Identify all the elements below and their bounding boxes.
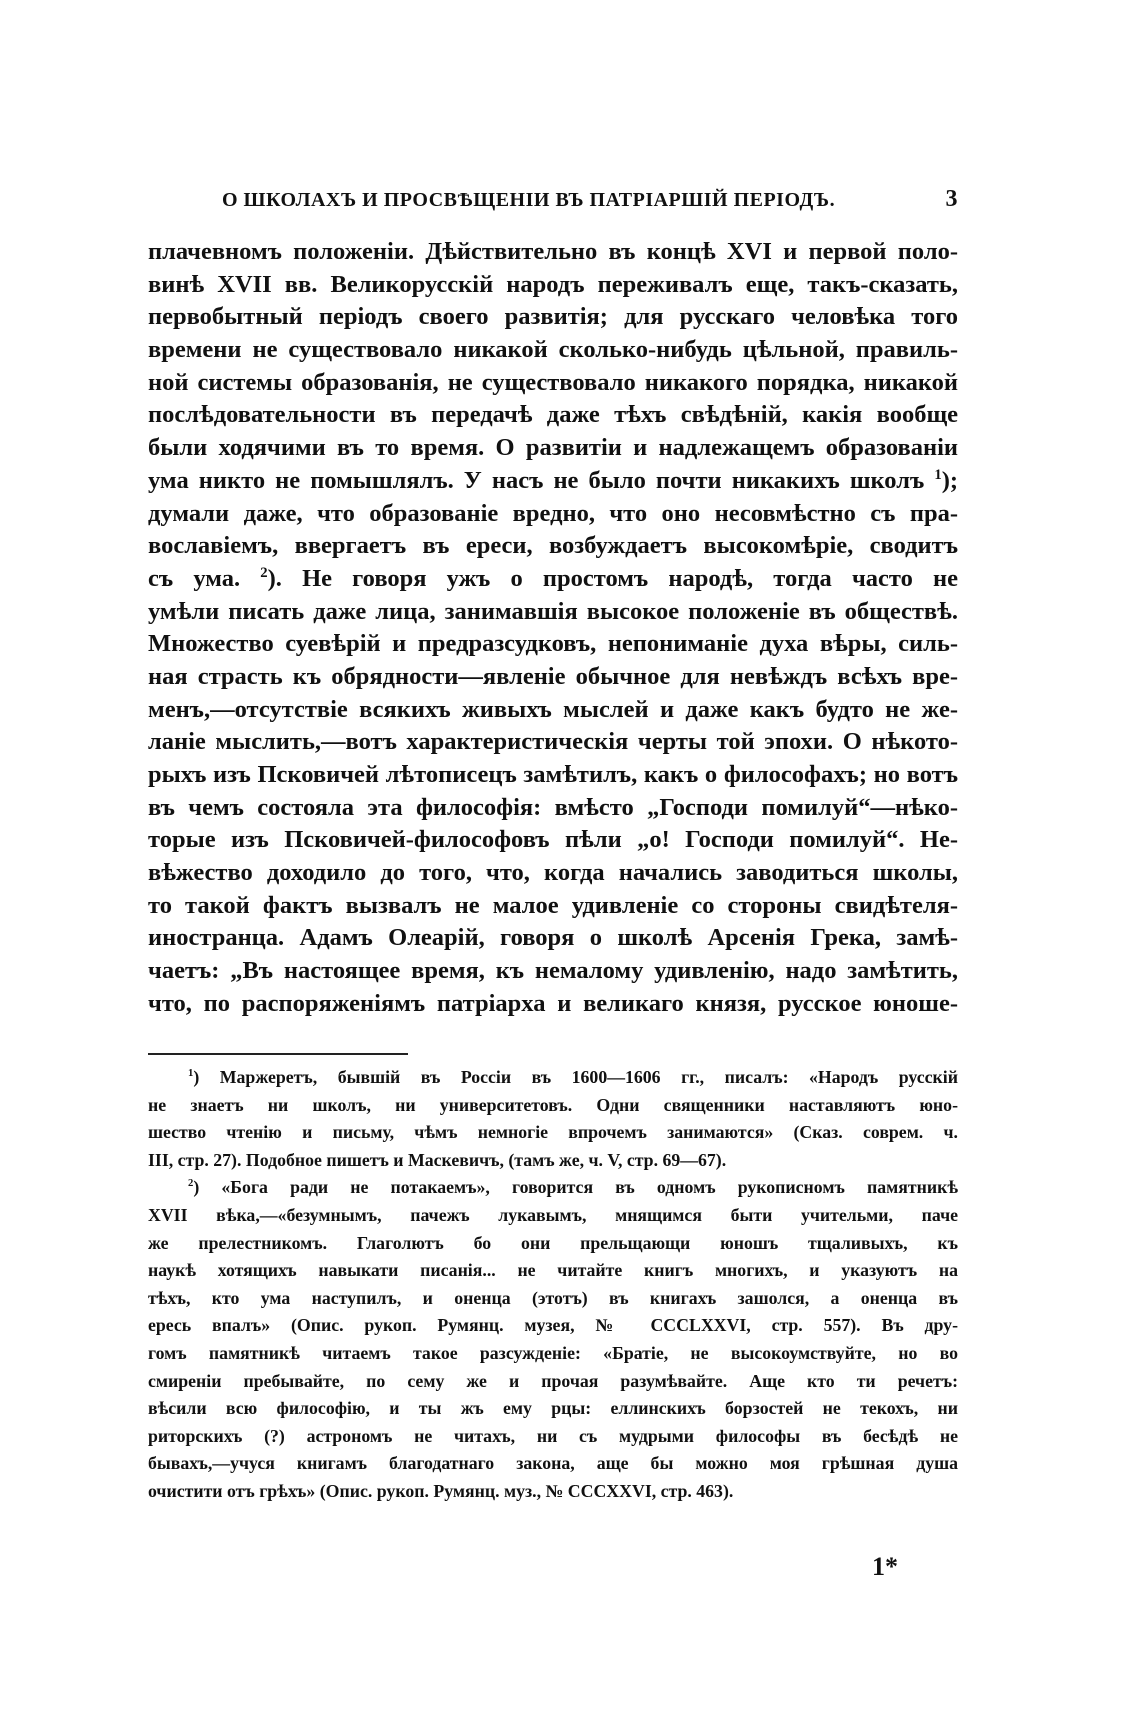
text-line bbox=[148, 563, 958, 596]
main-text bbox=[148, 236, 958, 1021]
footnote-2-line: вѣсили всю философію, и ты жъ ему рцы: еллинскихъ борзостей не текохъ, ни bbox=[148, 1398, 958, 1419]
text-line: ной системы образованія, не существовало никакого порядка, никакой bbox=[148, 368, 958, 396]
text-line: торые изъ Псковичей-философовъ пѣли „о! Господи помилуй“. Не- bbox=[148, 826, 958, 854]
text-line: рыхъ изъ Псковичей лѣтописецъ замѣтилъ, какъ о философахъ; но вотъ bbox=[148, 761, 958, 788]
footnote-2-line: наукѣ хотящихъ навыкати писанія... не читайте книгъ многихъ, и указуютъ на bbox=[148, 1260, 958, 1281]
text-segment: съ ума. bbox=[148, 564, 241, 592]
footnote-1-line: шество чтенію и письму, чѣмъ немногіе впрочемъ занимаются» (Сказ. соврем. ч. bbox=[148, 1122, 958, 1143]
text-line: чаетъ: „Въ настоящее время, къ немалому удивленію, надо замѣтить, bbox=[148, 957, 958, 985]
text-line: въ чемъ состояла эта философія: вмѣсто „Господи помилуй“—нѣко- bbox=[148, 793, 958, 821]
footnote-2-line: бывахъ,—учуся книгамъ благодатнаго закона, аще бы можно моя грѣшная душа bbox=[148, 1453, 958, 1474]
text-line: то такой фактъ вызвалъ не малое удивленіе со стороны свидѣтеля- bbox=[148, 891, 958, 919]
footnote-2-line: тѣхъ, кто ума наступилъ, и оненца (этотъ) въ книгахъ зашолся, а оненца въ bbox=[148, 1287, 958, 1308]
text-line: ная страсть къ обрядности—явленіе обычное для невѣждъ всѣхъ вре- bbox=[148, 662, 958, 690]
text-line: послѣдовательности въ передачѣ даже тѣхъ свѣдѣній, какія вообще bbox=[148, 401, 958, 429]
text-line: плачевномъ положеніи. Дѣйствительно въ концѣ XVI и первой поло- bbox=[148, 238, 958, 265]
footnote-2-line: риторскихъ (?) астрономъ не читахъ, ни съ мудрыми философы въ бесѣдѣ не bbox=[148, 1425, 958, 1446]
footnote-2-line: же прелестникомъ. Глаголютъ бо они прельщающи юношъ тщаливыхъ, къ bbox=[148, 1232, 958, 1253]
text-line: первобытный періодъ своего развитія; для русскаго человѣка того bbox=[148, 303, 958, 331]
text-line: винѣ XVII вв. Великорусскій народъ переживалъ еще, такъ-сказать, bbox=[148, 270, 958, 298]
footnote-2-line: гомъ памятникѣ читаемъ такое разсужденіе: «Братіе, не высокоумствуйте, но во bbox=[148, 1342, 958, 1363]
footnote-ref-2: 2 bbox=[260, 564, 268, 581]
running-header bbox=[222, 186, 958, 213]
text-line: менъ,—отсутствіе всякихъ живыхъ мыслей и даже какъ будто не же- bbox=[148, 695, 958, 723]
footnotes bbox=[148, 1064, 958, 1506]
text-line bbox=[148, 465, 958, 498]
signature-mark: 1* bbox=[872, 1552, 898, 1581]
text-line: были ходячими въ то время. О развитіи и надлежащемъ образованіи bbox=[148, 434, 958, 462]
page-number: 3 bbox=[945, 186, 958, 212]
text-segment: ) Маржеретъ, бывшій въ Россіи въ 1600—1606 гг., писалъ: «Народъ русскій bbox=[193, 1067, 958, 1087]
text-line: времени не существовало никакой сколько-нибудь цѣльной, правиль- bbox=[148, 336, 958, 364]
text-segment: ума никто не помышлялъ. У насъ не было почти никакихъ школъ bbox=[148, 466, 925, 494]
text-line: вославіемъ, ввергаетъ въ ереси, возбуждаетъ высокомѣріе, сводитъ bbox=[148, 532, 958, 560]
footnote-1-line: III, стр. 27). Подобное пишетъ и Маскевичъ, (тамъ же, ч. V, стр. 69—67). bbox=[148, 1149, 727, 1170]
text-line: ланіе мыслить,—вотъ характеристическія черты той эпохи. О нѣкото- bbox=[148, 728, 958, 756]
running-title: О ШКОЛАХЪ И ПРОСВѢЩЕНІИ ВЪ ПАТРІАРШІЙ ПЕРІОДЪ. bbox=[222, 189, 836, 211]
text-line: что, по распоряженіямъ патріарха и великаго князя, русское юноше- bbox=[148, 989, 958, 1017]
text-line: думали даже, что образованіе вредно, что оно несовмѣстно съ пра- bbox=[148, 499, 958, 527]
text-line: иностранца. Адамъ Олеарій, говоря о школѣ Арсенія Грека, замѣ- bbox=[148, 924, 958, 952]
text-segment: ). Не говоря ужъ о простомъ народѣ, тогда часто не bbox=[267, 564, 958, 592]
footnote-1-line bbox=[148, 1064, 958, 1092]
footnote-1-marker: 1 bbox=[188, 1067, 194, 1080]
text-line: умѣли писать даже лица, занимавшія высокое положеніе въ обществѣ. bbox=[148, 597, 958, 625]
text-segment: ); bbox=[941, 466, 959, 494]
footnote-2-line: ересь впалъ» (Опис. рукоп. Румянц. музея, № CCCLXXVI, стр. 557). Въ дру- bbox=[148, 1315, 958, 1336]
footnote-ref-1: 1 bbox=[934, 466, 942, 483]
footnote-2-line: смиреніи пребывайте, по сему же и прочая разумѣвайте. Аще кто ти речетъ: bbox=[148, 1370, 958, 1391]
footnote-2-line bbox=[148, 1174, 958, 1202]
footnote-2-line: очистити отъ грѣхъ» (Опис. рукоп. Румянц. муз., № CCCXXVI, стр. 463). bbox=[148, 1480, 734, 1501]
footnote-2-marker: 2 bbox=[188, 1177, 194, 1190]
text-segment: ) «Бога ради не потакаемъ», говорится въ одномъ рукописномъ памятникѣ bbox=[193, 1177, 958, 1198]
text-line: Множество суевѣрій и предразсудковъ, непониманіе духа вѣры, силь- bbox=[148, 630, 958, 658]
footnote-2-line: XVII вѣка,—«безумнымъ, пачежъ лукавымъ, мнящимся быти учительми, паче bbox=[148, 1204, 958, 1225]
text-line: вѣжество доходило до того, что, когда начались заводиться школы, bbox=[148, 859, 958, 887]
footnote-divider bbox=[148, 1053, 408, 1055]
footnote-1-line: не знаетъ ни школъ, ни университетовъ. Одни священники наставляютъ юно- bbox=[148, 1094, 958, 1115]
